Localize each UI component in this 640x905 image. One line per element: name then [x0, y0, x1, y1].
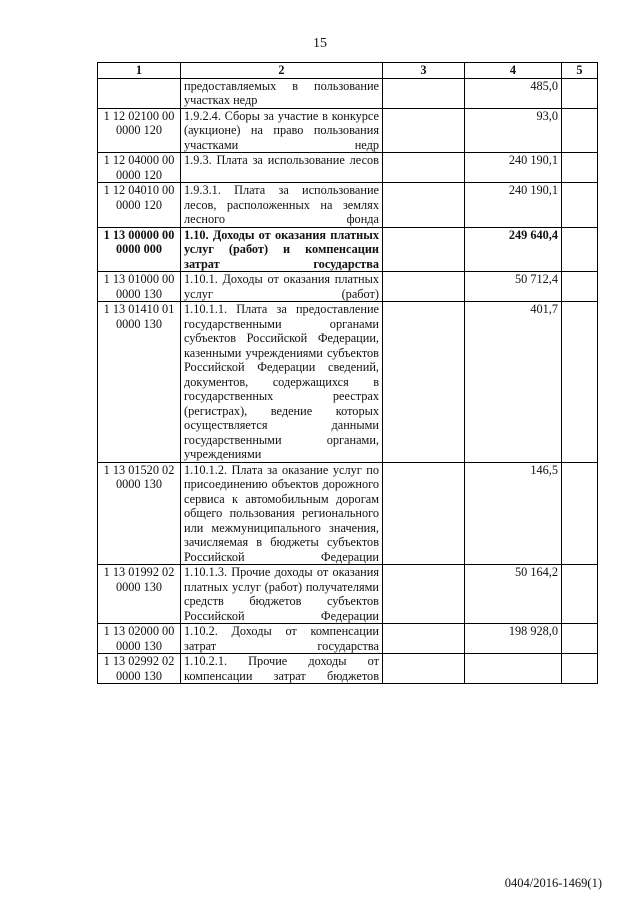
table-row [98, 302, 598, 463]
row-col3-cell [383, 78, 465, 108]
row-description-cell: 1.10. Доходы от оказания платных услуг (работ) и компенсации затрат государства [181, 227, 383, 272]
row-code-cell: 1 13 01520 02 0000 130 [98, 462, 181, 565]
table-row [98, 78, 598, 108]
row-col5-cell [562, 227, 598, 272]
table-body [98, 78, 598, 684]
row-col3-cell [383, 153, 465, 183]
row-code-cell: 1 12 04010 00 0000 120 [98, 183, 181, 228]
row-code-cell: 1 12 04000 00 0000 120 [98, 153, 181, 183]
row-amount-cell: 240 190,1 [465, 183, 562, 228]
table-row [98, 272, 598, 302]
row-description-cell: 1.10.1.1. Плата за предоставление государственными органами субъектов Российской Федерации, казенными учреждениями субъектов Российской Федерации сведений, документов, содержащихся в государственных реестрах (регистрах), ведение которых осуществляется данными государственными органами, учреждениями [181, 302, 383, 463]
row-col3-cell [383, 624, 465, 654]
row-col3-cell [383, 565, 465, 624]
row-code-cell: 1 13 01992 02 0000 130 [98, 565, 181, 624]
column-header: 4 [465, 63, 562, 79]
document-footer-code: 0404/2016-1469(1) [504, 876, 602, 890]
row-amount-cell: 198 928,0 [465, 624, 562, 654]
row-description-cell: 1.9.2.4. Сборы за участие в конкурсе (аукционе) на право пользования участками недр [181, 108, 383, 153]
row-col5-cell [562, 302, 598, 463]
row-description-cell: предоставляемых в пользование участках недр [181, 78, 383, 108]
row-amount-cell: 93,0 [465, 108, 562, 153]
column-header: 1 [98, 63, 181, 79]
row-col3-cell [383, 654, 465, 684]
row-col5-cell [562, 565, 598, 624]
row-code-cell: 1 13 01000 00 0000 130 [98, 272, 181, 302]
row-amount-cell: 50 164,2 [465, 565, 562, 624]
table-row [98, 565, 598, 624]
table-row [98, 654, 598, 684]
row-amount-cell: 401,7 [465, 302, 562, 463]
table-row [98, 624, 598, 654]
row-code-cell: 1 12 02100 00 0000 120 [98, 108, 181, 153]
row-amount-cell [465, 654, 562, 684]
table-row [98, 462, 598, 565]
row-col5-cell [562, 272, 598, 302]
row-col5-cell [562, 183, 598, 228]
row-description-cell: 1.10.2. Доходы от компенсации затрат государства [181, 624, 383, 654]
row-description-cell: 1.9.3. Плата за использование лесов [181, 153, 383, 183]
row-amount-cell: 50 712,4 [465, 272, 562, 302]
row-col3-cell [383, 227, 465, 272]
row-col3-cell [383, 108, 465, 153]
row-col5-cell [562, 462, 598, 565]
page-number: 15 [313, 36, 327, 51]
table-row [98, 153, 598, 183]
table-row [98, 227, 598, 272]
row-description-cell: 1.10.1. Доходы от оказания платных услуг (работ) [181, 272, 383, 302]
row-amount-cell: 240 190,1 [465, 153, 562, 183]
row-code-cell: 1 13 01410 01 0000 130 [98, 302, 181, 463]
column-header: 2 [181, 63, 383, 79]
row-code-cell: 1 13 02000 00 0000 130 [98, 624, 181, 654]
row-description-cell: 1.10.1.3. Прочие доходы от оказания платных услуг (работ) получателями средств бюджетов субъектов Российской Федерации [181, 565, 383, 624]
row-code-cell: 1 13 00000 00 0000 000 [98, 227, 181, 272]
row-col5-cell [562, 108, 598, 153]
table-row [98, 108, 598, 153]
row-col5-cell [562, 654, 598, 684]
budget-table [97, 62, 598, 684]
column-header: 5 [562, 63, 598, 79]
row-description-cell: 1.10.1.2. Плата за оказание услуг по присоединению объектов дорожного сервиса к автомобильным дорогам общего пользования регионального или межмуниципального значения, зачисляемая в бюджеты субъектов Российской Федерации [181, 462, 383, 565]
row-col5-cell [562, 78, 598, 108]
row-amount-cell: 249 640,4 [465, 227, 562, 272]
row-col5-cell [562, 153, 598, 183]
row-code-cell [98, 78, 181, 108]
row-col3-cell [383, 272, 465, 302]
column-header: 3 [383, 63, 465, 79]
row-description-cell: 1.10.2.1. Прочие доходы от компенсации затрат бюджетов [181, 654, 383, 684]
row-code-cell: 1 13 02992 02 0000 130 [98, 654, 181, 684]
row-col3-cell [383, 302, 465, 463]
row-description-cell: 1.9.3.1. Плата за использование лесов, расположенных на землях лесного фонда [181, 183, 383, 228]
row-col3-cell [383, 462, 465, 565]
row-col3-cell [383, 183, 465, 228]
row-amount-cell: 146,5 [465, 462, 562, 565]
table-header-row [98, 63, 598, 79]
row-amount-cell: 485,0 [465, 78, 562, 108]
table-row [98, 183, 598, 228]
row-col5-cell [562, 624, 598, 654]
